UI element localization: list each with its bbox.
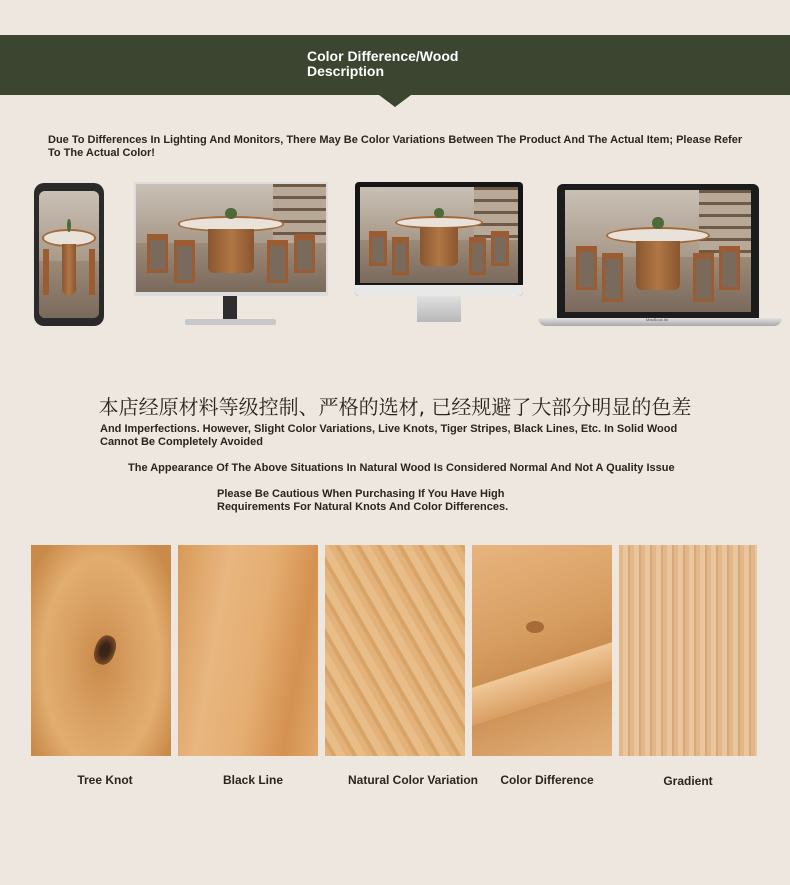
laptop-device bbox=[557, 184, 759, 318]
swatch-label: Color Difference bbox=[500, 773, 594, 787]
normal-situation-text: The Appearance Of The Above Situations In Natural Wood Is Considered Normal And Not A Quality Issue bbox=[128, 462, 675, 474]
monitor-base bbox=[185, 319, 276, 325]
phone-screen-image bbox=[39, 191, 99, 318]
page-title: Color Difference/Wood Description bbox=[307, 48, 459, 79]
knot-mark bbox=[90, 632, 119, 667]
imac-screen-image bbox=[360, 187, 518, 283]
swatch-label: Natural Color Variation bbox=[347, 773, 479, 787]
caution-text: Please Be Cautious When Purchasing If You Have High Requirements For Natural Knots And Color Differences. bbox=[217, 488, 509, 513]
swatch-label: Tree Knot bbox=[77, 773, 133, 787]
laptop-brand-text: MacBook Air bbox=[646, 317, 669, 322]
monitor-stand bbox=[223, 296, 237, 320]
imac-chin bbox=[355, 285, 523, 296]
laptop-screen-image bbox=[565, 190, 751, 312]
imperfection-text: And Imperfections. However, Slight Color Variations, Live Knots, Tiger Stripes, Black Lines, Etc. In Solid Wood Cannot Be Completely Avoided bbox=[100, 423, 678, 448]
monitor-screen-image bbox=[136, 184, 326, 292]
swatch-label: Gradient bbox=[663, 774, 713, 788]
laptop-base bbox=[538, 318, 782, 326]
natural-color-variation-swatch bbox=[325, 545, 465, 756]
cn-headline: 本店经原材料等级控制、严格的选材, 已经规避了大部分明显的色差 bbox=[98, 395, 692, 419]
color-notice: Due To Differences In Lighting And Monitors, There May Be Color Variations Between The Product And The Actual Item; Please Refer To The Actual Color! bbox=[48, 134, 743, 159]
color-difference-swatch bbox=[472, 545, 612, 756]
imac-device bbox=[355, 182, 523, 296]
phone-device bbox=[34, 183, 104, 326]
black-line-swatch bbox=[178, 545, 318, 756]
gradient-swatch bbox=[619, 545, 757, 756]
monitor-device bbox=[134, 182, 328, 296]
banner-arrow bbox=[379, 95, 411, 107]
swatch-label: Black Line bbox=[222, 773, 284, 787]
imac-stand bbox=[417, 296, 461, 322]
tree-knot-swatch bbox=[31, 545, 171, 756]
